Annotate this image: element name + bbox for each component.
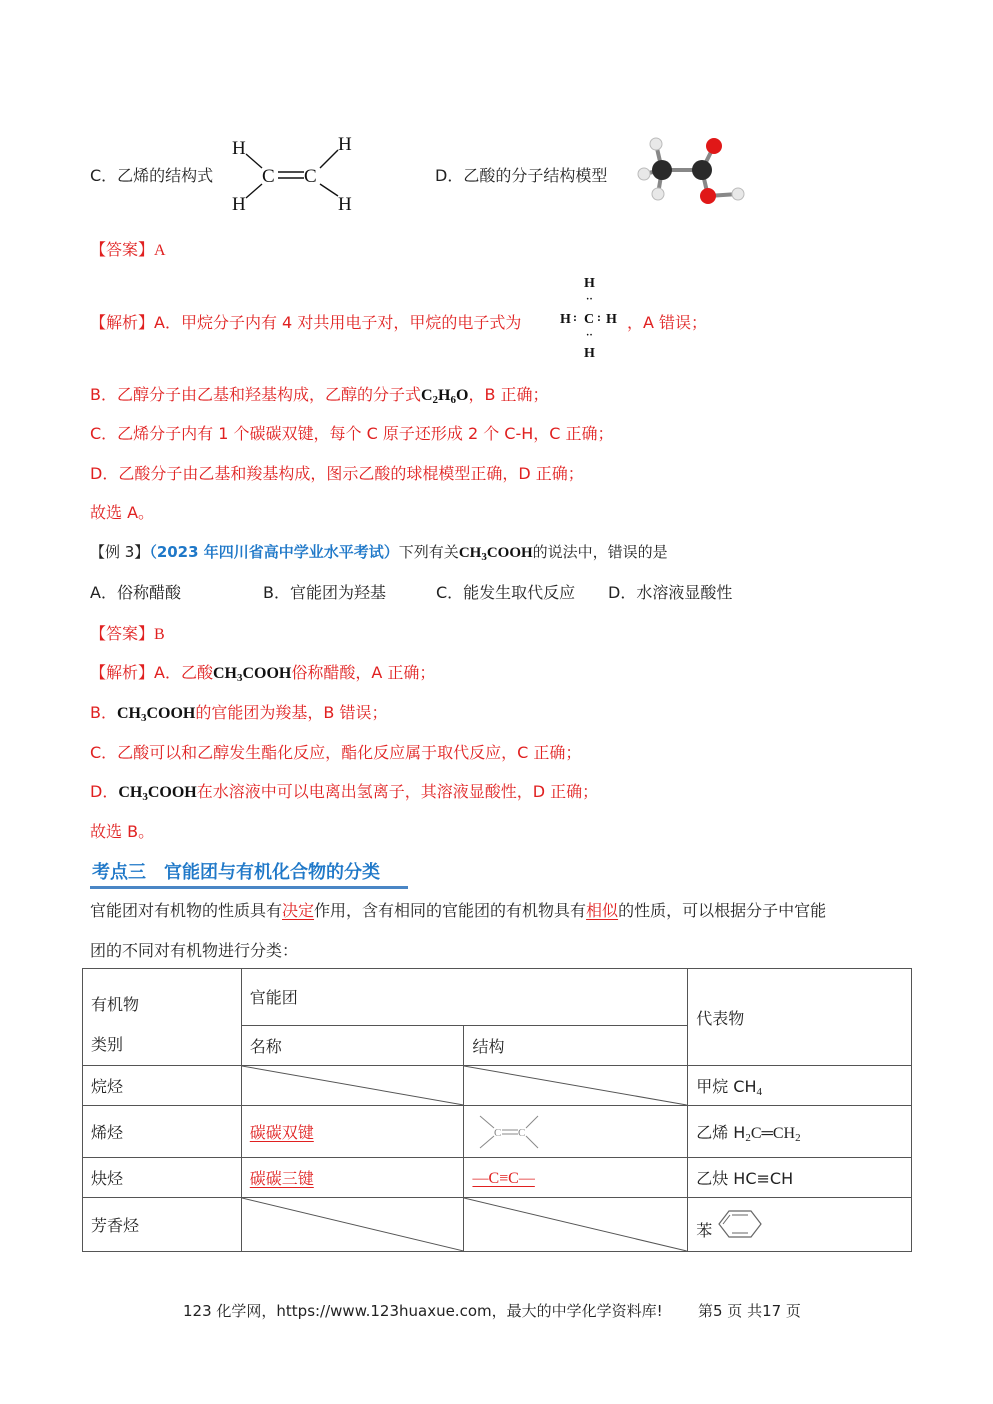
answer-value: B (154, 626, 165, 643)
example-source: （2023 年四川省高中学业水平考试） (149, 543, 399, 561)
footer-page-number: 第5 页 共17 页 (698, 1302, 801, 1320)
svg-text:C: C (518, 1126, 526, 1139)
table-row (83, 1106, 912, 1158)
example-label: 【例 3】 (90, 543, 150, 561)
struct-atom-c1: C (262, 166, 275, 187)
header-functional-group: 官能团 (241, 969, 687, 1026)
header-category: 有机物 类别 (83, 969, 242, 1066)
analysis-2-line-d: D．乙酸分子由乙基和羧基构成，图示乙酸的球棍模型正确，D 正确； (90, 464, 584, 483)
analysis-2-line-b: B．乙醇分子由乙基和羟基构成，乙醇的分子式$C_2H_6O$，B 正确； (90, 385, 549, 406)
section-title-underline (90, 886, 408, 889)
analysis-3-line-d: D．$CH_3COOH$在水溶液中可以电离出氢离子，其溶液显酸性，D 正确； (90, 782, 599, 803)
double-bond-structure (474, 1110, 544, 1154)
functional-group-table (82, 968, 912, 1252)
methane-electron-formula: H ·· H : C : H ·· H (560, 276, 617, 361)
cell-name: 碳碳三键 (241, 1158, 464, 1198)
option-d-text: D．乙酸的分子结构模型 (435, 166, 608, 185)
example-3-option-a[interactable]: A．俗称醋酸 (90, 583, 181, 602)
analysis-label: 【解析】 (90, 663, 155, 682)
table-row (83, 1198, 912, 1252)
header-representative: 代表物 (688, 969, 912, 1066)
answer-2 (90, 237, 166, 260)
section-title: 考点三 官能团与有机化合物的分类 (92, 862, 380, 883)
analysis-2-line-c: C．乙烯分子内有 1 个碳碳双键，每个 C 原子还形成 2 个 C-H，C 正确； (90, 424, 614, 443)
analysis-2-line-a: 【解析】A．甲烷分子内有 4 对共用电子对，甲烷的电子式为 (90, 313, 522, 332)
answer-label: 【答案】 (90, 624, 155, 643)
cell-category: 烯烃 (83, 1106, 242, 1158)
option-c-text: C．乙烯的结构式 (90, 166, 214, 185)
benzene-ring-icon (717, 1209, 763, 1239)
analysis-2-conclusion: 故选 A。 (90, 503, 155, 522)
cell-structure: —C≡C— (464, 1158, 688, 1198)
header-name: 名称 (241, 1025, 464, 1065)
cell-representative: 甲烷 $CH_4$ (688, 1066, 912, 1106)
cell-representative: 苯 (688, 1198, 912, 1252)
struct-atom-c2: C (304, 166, 317, 187)
analysis-3-conclusion: 故选 B。 (90, 822, 155, 841)
example-3-stem: 【例 3】（2023 年四川省高中学业水平考试）下列有关$CH_3COOH$的说法中，错误的是 (90, 543, 668, 563)
cell-category: 芳香烃 (83, 1198, 242, 1252)
struct-atom-h1: H (232, 138, 246, 159)
ethylene-structural-formula (228, 132, 358, 218)
analysis-label: 【解析】 (90, 313, 155, 332)
acetic-acid-ball-stick-model (636, 132, 754, 212)
cell-name-empty (241, 1066, 464, 1106)
cell-structure-empty (464, 1066, 688, 1106)
cell-name-empty (241, 1198, 464, 1252)
footer-text: 123 化学网，https://www.123huaxue.com，最大的中学化学资料库! (183, 1302, 663, 1320)
analysis-3-line-a: 【解析】A．乙酸$CH_3COOH$俗称醋酸，A 正确； (90, 663, 436, 684)
example-3-option-b[interactable]: B．官能团为羟基 (263, 583, 386, 602)
answer-label: 【答案】 (90, 240, 155, 259)
cell-structure (464, 1106, 688, 1158)
analysis-3-line-c: C．乙酸可以和乙醇发生酯化反应，酯化反应属于取代反应，C 正确； (90, 743, 582, 762)
struct-atom-h2: H (232, 194, 246, 215)
section-intro-line-2: 团的不同对有机物进行分类： (90, 941, 299, 960)
struct-atom-h4: H (338, 194, 352, 215)
cell-name: 碳碳双键 (241, 1106, 464, 1158)
table-row (83, 1158, 912, 1198)
cell-representative: 乙炔 HC≡CH (688, 1158, 912, 1198)
cell-representative: 乙烯 $H_2C═CH_2$ (688, 1106, 912, 1158)
svg-text:C: C (494, 1126, 502, 1139)
answer-value: A (154, 242, 166, 259)
cell-structure-empty (464, 1198, 688, 1252)
fill-blank-2: 相似 (586, 901, 619, 920)
answer-3 (90, 621, 165, 644)
cell-category: 炔烃 (83, 1158, 242, 1198)
cell-category: 烷烃 (83, 1066, 242, 1106)
example-3-option-c[interactable]: C．能发生取代反应 (436, 583, 576, 602)
header-structure: 结构 (464, 1025, 688, 1065)
struct-atom-h3: H (338, 134, 352, 155)
table-row (83, 1066, 912, 1106)
example-3-option-d[interactable]: D．水溶液显酸性 (608, 583, 733, 602)
analysis-2-line-a-end: ，A 错误； (627, 313, 708, 332)
fill-blank-1: 决定 (282, 901, 315, 920)
section-intro-line-1: 官能团对有机物的性质具有决定作用，含有相同的官能团的有机物具有相似的性质，可以根据分子中官能 (90, 901, 827, 920)
analysis-3-line-b: B．$CH_3COOH$的官能团为羧基，B 错误； (90, 703, 388, 724)
